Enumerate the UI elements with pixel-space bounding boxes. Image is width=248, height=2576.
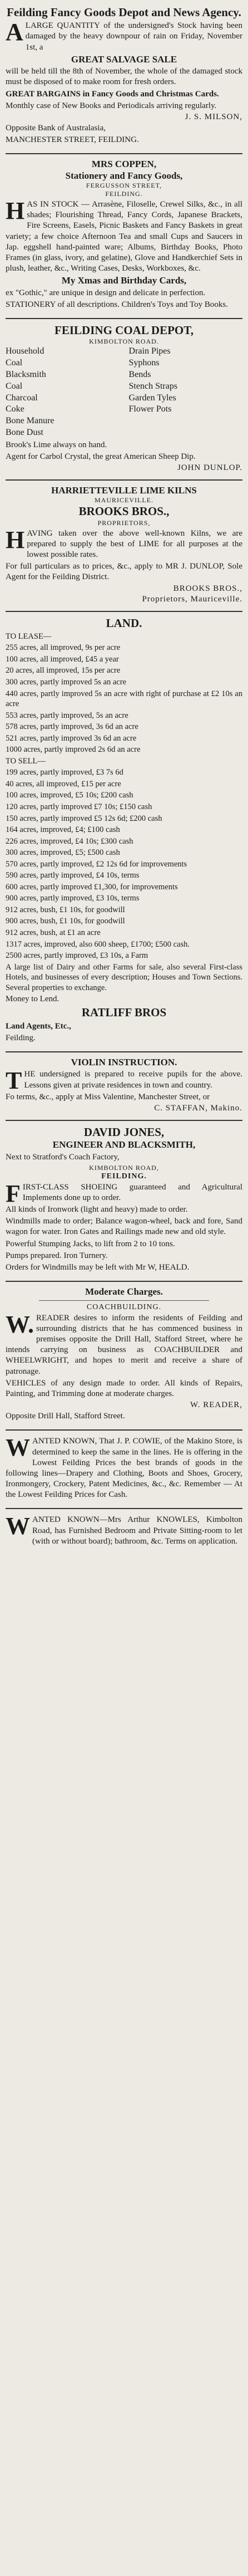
divider (6, 479, 242, 481)
brooks-place: MAURICEVILLE. (95, 496, 153, 505)
cowie-ad (6, 1433, 242, 1506)
fancy-goods-address-1: Opposite Bank of Australasia, (6, 123, 106, 133)
reader-title-2: COACHBUILDING. (86, 1302, 162, 1311)
list-item: 120 acres, partly improved £7 10s; £150 cash (6, 802, 152, 811)
fancy-goods-title: Feilding Fancy Goods Depot and News Agency. (7, 6, 241, 19)
coppen-body-1: HAS IN STOCK — Arrasène, Filoselle, Crewel Silks, &c., in all shades; Flourishing Thread, Fancy Cords, Japanese Brackets, Fire Screens, Easels, Picnic Baskets and Fancy Baskets in great variety; a few choice Afternoon Tea and small Cups and Saucers in Jap. eggshell hand-painted ware; Albums, Birthday Books, Photo Frames (in glass, ivory, and gelatine), Glove and Handkerchief Sets in plush, leather, &c., Writing Cases, Desks, Workboxes, &c. (6, 197, 242, 273)
divider (6, 1281, 242, 1282)
land-agent-town: Feilding. (6, 1033, 36, 1042)
list-item: 590 acres, partly improved, £4 10s, terms (6, 871, 140, 880)
knowles-body: WANTED KNOWN—Mrs Arthur KNOWLES, Kimbolton Road, has Furnished Bedroom and Private Sitting-room to let (with or without board); bathroom, &c. Terms on application. (6, 1512, 242, 1546)
coal-depot-right-list (129, 346, 242, 438)
list-item: 199 acres, partly improved, £3 7s 6d (6, 768, 123, 777)
list-item: 578 acres, partly improved, 3s 6d an acre (6, 722, 138, 732)
list-item: 440 acres, partly improved 5s an acre with right of purchase at £2 10s an acre (6, 689, 242, 709)
coal-depot-items (6, 346, 242, 438)
land-ad (6, 614, 242, 1049)
jones-ad (6, 1123, 242, 1279)
list-item: 40 acres, all improved, £15 per acre (6, 779, 121, 789)
coppen-stationery: STATIONERY of all descriptions. Children's Toys and Toy Books. (6, 300, 228, 309)
violin-sig: C. STAFFAN, Makino. (154, 1103, 242, 1113)
brooks-body-2: For full particulars as to prices, &c., apply to MR J. DUNLOP, Sole Agent for the Feilding District. (6, 562, 242, 582)
list-item: Syphons (128, 358, 160, 368)
sell-heading: TO SELL— (6, 756, 46, 766)
list-item: 1317 acres, improved, also 600 sheep, £1700; £500 cash. (6, 939, 190, 949)
land-title: LAND. (106, 616, 142, 630)
fancy-goods-body-2: will be held till the 8th of November, the whole of the damaged stock must be disposed of to make room for fresh orders. (6, 67, 242, 87)
jones-title-2: ENGINEER AND BLACKSMITH, (52, 1139, 196, 1150)
jones-town: FEILDING. (101, 1172, 147, 1181)
list-item: Garden Tyles (128, 393, 176, 403)
list-item: Coke (6, 404, 24, 414)
list-item: Bone Manure (6, 416, 54, 426)
land-extra: A large list of Dairy and other Farms for sale, also several First-class Hotels, and businesses of every description; Houses and Town Sections. Several properties to exchange. (6, 962, 242, 992)
reader-address: Opposite Drill Hall, Stafford Street. (6, 1412, 125, 1421)
coal-depot-road: KIMBOLTON ROAD. (89, 337, 159, 346)
list-item: 300 acres, partly improved 5s an acre (6, 677, 127, 687)
list-item: 226 acres, improved, £4 10s; £300 cash (6, 836, 133, 846)
jones-body-5: Pumps prepared. Iron Turnery. (6, 1251, 108, 1260)
coppen-body-2: ex "Gothic," are unique in design and delicate in perfection. (6, 288, 206, 297)
coppen-street: FERGUSSON STREET, (86, 182, 162, 190)
reader-ad (6, 1284, 242, 1427)
brooks-role: PROPRIETORS, (97, 518, 151, 527)
list-item: 912 acres, bush, £1 10s, for goodwill (6, 905, 125, 914)
divider (6, 611, 242, 612)
list-item: 912 acres, bush, at £1 an acre (6, 928, 101, 937)
list-item: Charcoal (6, 393, 38, 403)
list-item: 164 acres, improved, £4; £100 cash (6, 825, 120, 835)
coal-depot-agent: Agent for Carbol Crystal, the great American Sheep Dip. (6, 452, 196, 461)
list-item: Bone Dust (6, 427, 43, 437)
brooks-title: HARRIETTEVILLE LIME KILNS (51, 485, 197, 496)
list-item: Flower Pots (128, 404, 172, 414)
list-item: 255 acres, all improved, 9s per acre (6, 643, 121, 653)
divider (6, 153, 242, 154)
brooks-body-1: HAVING taken over the above well-known Kilns, we are prepared to supply the best of LIME for all purposes at the lowest possible rates. (6, 526, 242, 560)
list-item: 1000 acres, partly improved 2s 6d an acre (6, 745, 141, 755)
fancy-goods-name: J. S. MILSON, (185, 112, 242, 121)
divider (6, 1120, 242, 1121)
jones-road: KIMBOLTON ROAD, (89, 1163, 159, 1172)
jones-body-3: Windmills made to order; Balance wagon-wheel, back and fore, Sand wagon for water. Iron Gates and Railings made new and old style. (6, 1217, 242, 1237)
cowie-body: WANTED KNOWN, That J. P. COWIE, of the Makino Store, is determined to keep the same in the lines. He is offering in the Lowest Feilding Prices the best brands of goods in the following lines—Drapery and Clothing, Boots and Shoes, Grocery, Ironmongery, Crockery, Patent Medicines, &c., &c. Remember — At the Lowest Feilding Prices for Cash. (6, 1434, 242, 1500)
coal-depot-left-list (6, 346, 119, 438)
list-item: 2500 acres, partly improved, £3 10s, a Farm (6, 951, 148, 961)
list-item: 553 acres, partly improved, 5s an acre (6, 711, 128, 720)
list-item: 521 acres, partly improved 3s 6d an acre (6, 733, 137, 743)
brooks-name: BROOKS BROS., (78, 505, 170, 518)
violin-body-2: Fo terms, &c., apply at Miss Valentine, Manchester Street, or (6, 1092, 210, 1101)
land-agent-role: Land Agents, Etc., (6, 1021, 71, 1031)
knowles-ad (6, 1511, 242, 1553)
jones-body-2: All kinds of Ironwork (light and heavy) made to order. (6, 1205, 188, 1214)
violin-title: VIOLIN INSTRUCTION. (71, 1057, 177, 1068)
coppen-xmas-heading: My Xmas and Birthday Cards, (61, 275, 187, 286)
fancy-goods-address-2: MANCHESTER STREET, FEILDING. (6, 135, 139, 145)
list-item: Blacksmith Coal (6, 369, 46, 391)
reader-title-1: Moderate Charges. (85, 1286, 163, 1297)
jones-next: Next to Stratford's Coach Factory, (6, 1152, 120, 1162)
coppen-ad (6, 156, 242, 316)
jones-body-1: FIRST-CLASS SHOEING guaranteed and Agricultural Implements done up to order. (6, 1179, 242, 1207)
list-item: 900 acres, bush, £1 10s, for goodwill (6, 917, 125, 926)
land-money: Money to Lend. (6, 995, 59, 1004)
list-item: 570 acres, partly improved, £2 12s 6d for improvements (6, 859, 187, 869)
list-item: 150 acres, partly improved £5 12s 6d; £200 cash (6, 814, 162, 823)
brooks-sig-2: Proprietors, Mauriceville. (142, 594, 242, 604)
list-item: 100 acres, all improved, £45 a year (6, 654, 119, 664)
brooks-ad (6, 483, 242, 609)
coal-depot-title: FEILDING COAL DEPOT, (54, 324, 194, 337)
fancy-goods-bargains: GREAT BARGAINS in Fancy Goods and Christmas Cards. (6, 89, 219, 99)
list-item: Drain Pipes (128, 346, 171, 356)
fancy-goods-ad (6, 3, 242, 151)
list-item: 900 acres, partly improved, £3 10s, terms (6, 894, 140, 903)
divider (39, 1300, 209, 1301)
reader-body-1: W.READER desires to inform the residents of Feilding and surrounding districts that he has commenced business in premises opposite the Drill Hall, Stafford Street, where he intends carrying on business as COACHBUILDER and WHEELWRIGHT, and hopes to merit and receive a share of patronage. (6, 1310, 242, 1376)
coal-depot-lime: Brook's Lime always on hand. (6, 440, 107, 449)
violin-body-1: THE undersigned is prepared to receive pupils for the above. Lessons given at private residences in town and country. (6, 1067, 242, 1095)
list-item: 20 acres, all improved, 15s per acre (6, 666, 121, 675)
coppen-town: FEILDING. (105, 190, 143, 198)
jones-title-1: DAVID JONES, (83, 1125, 165, 1139)
salvage-sale-heading: GREAT SALVAGE SALE (71, 53, 177, 65)
land-agent-name: RATLIFF BROS (81, 1006, 167, 1020)
list-item: Bends (128, 369, 151, 379)
list-item: 300 acres, improved, £5; £500 cash (6, 848, 120, 858)
reader-body-2: VEHICLES of any design made to order. All kinds of Repairs, Painting, and Trimming done at moderate charges. (6, 1378, 242, 1398)
list-item: Household Coal (6, 346, 44, 368)
divider (6, 1051, 242, 1052)
divider (6, 1508, 242, 1509)
divider (6, 1429, 242, 1431)
list-item: 100 acres, improved, £5 10s; £200 cash (6, 791, 133, 800)
reader-name: W. READER, (190, 1400, 242, 1410)
list-item: 600 acres, partly improved £1,300, for improvements (6, 882, 178, 892)
coppen-title-1: MRS COPPEN, (91, 159, 157, 170)
coal-depot-ad (6, 321, 242, 477)
brooks-sig-1: BROOKS BROS., (173, 584, 242, 593)
lease-heading: TO LEASE— (6, 631, 52, 641)
coppen-title-2: Stationery and Fancy Goods, (65, 170, 183, 181)
violin-ad (6, 1055, 242, 1118)
list-item: Stench Straps (128, 381, 178, 391)
jones-body-4: Powerful Stumping Jacks, to lift from 2 to 10 tons. (6, 1239, 175, 1248)
jones-body-6: Orders for Windmills may be left with Mr W, HEALD. (6, 1263, 190, 1272)
divider (6, 318, 242, 319)
coal-depot-name: JOHN DUNLOP. (177, 463, 242, 473)
fancy-goods-body-1: ALARGE QUANTITY of the undersigned's Stock having been damaged by the heavy downpour of rain on Friday, November 1st, a (6, 18, 242, 52)
fancy-goods-monthly: Monthly case of New Books and Periodicals arriving regularly. (6, 101, 217, 110)
